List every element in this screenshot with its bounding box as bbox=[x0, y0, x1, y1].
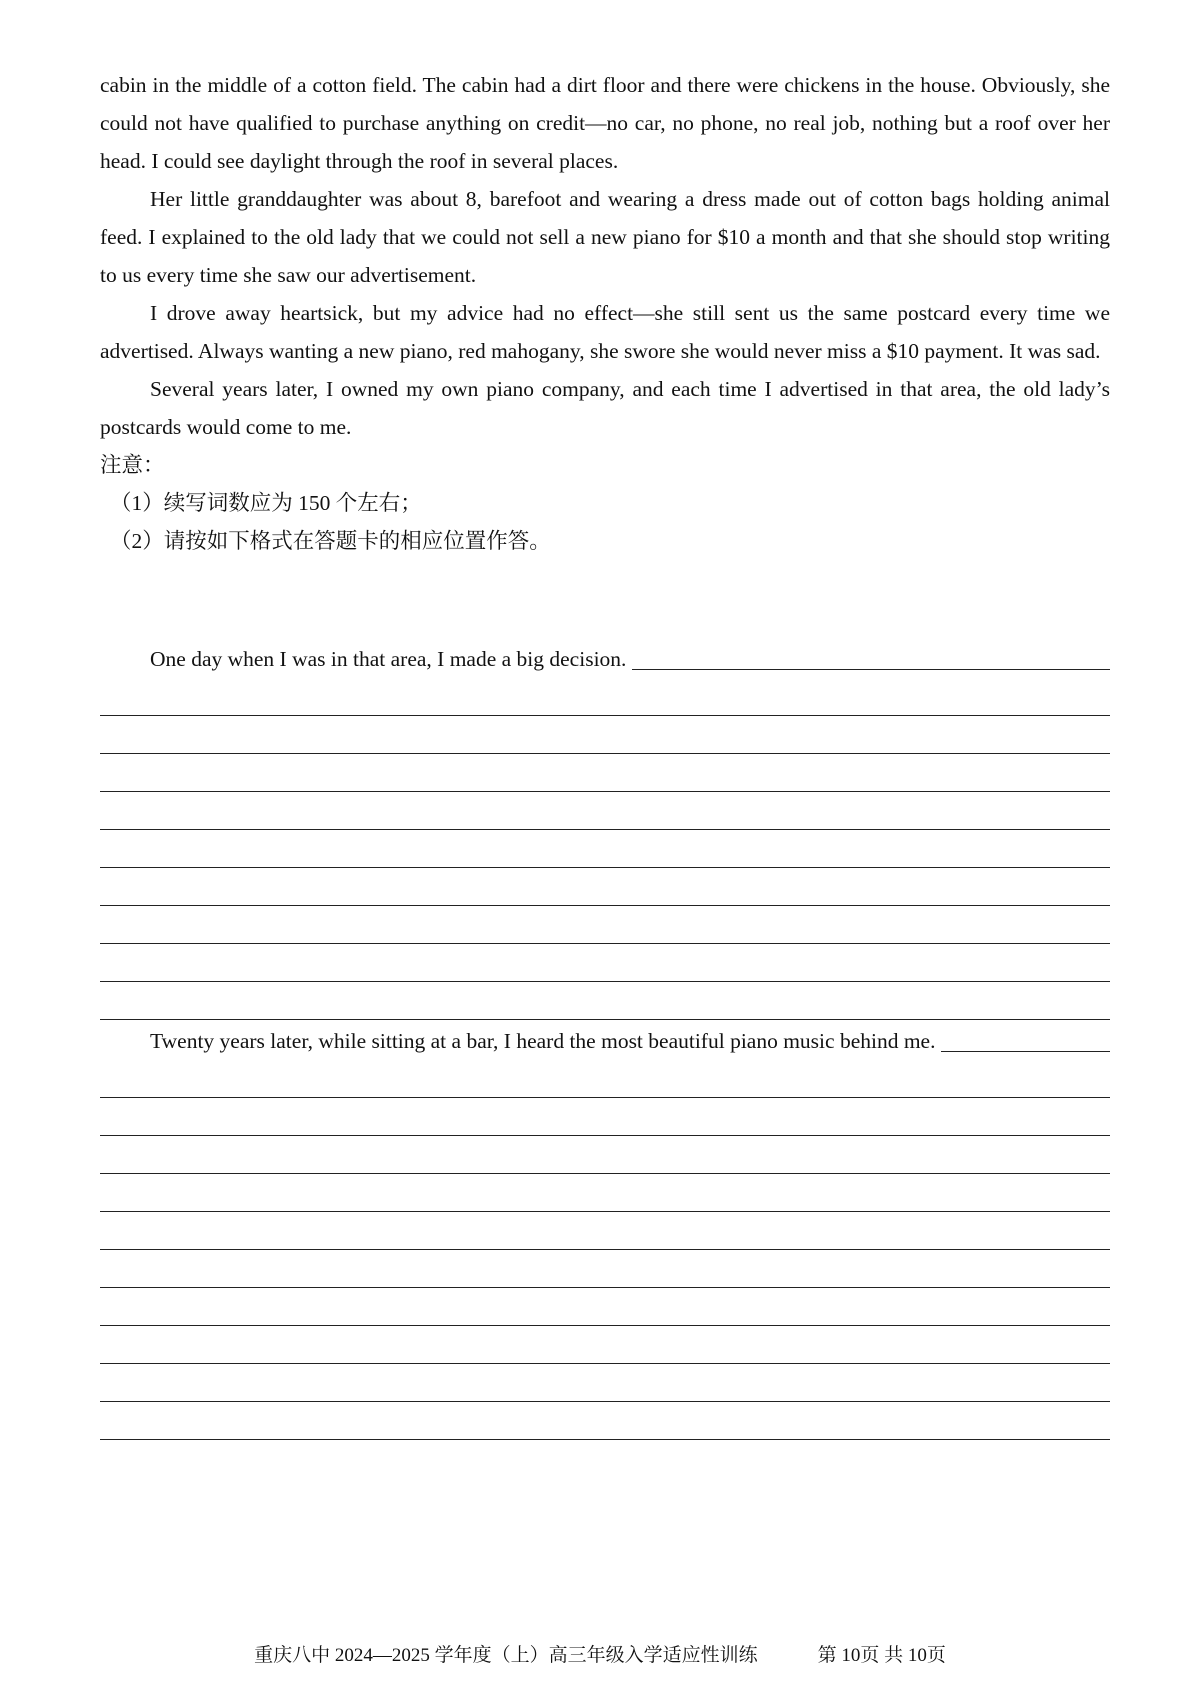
passage-paragraph-4: Several years later, I owned my own piano company, and each time I advertised in that area, the old lady’s postcards would come to me. bbox=[100, 377, 1110, 439]
note-item-1: （1）续写词数应为 150 个左右； bbox=[110, 491, 422, 515]
answer-line[interactable] bbox=[100, 1250, 1110, 1288]
writing-starter-1-text: One day when I was in that area, I made a big decision. bbox=[150, 647, 627, 671]
answer-line[interactable] bbox=[100, 1402, 1110, 1440]
writing-blank[interactable] bbox=[632, 668, 1110, 670]
note-item-2: （2）请按如下格式在答题卡的相应位置作答。 bbox=[110, 529, 551, 553]
answer-line[interactable] bbox=[100, 1174, 1110, 1212]
writing-section-1 bbox=[100, 640, 1110, 1020]
answer-line[interactable] bbox=[100, 678, 1110, 716]
answer-line[interactable] bbox=[100, 1364, 1110, 1402]
answer-line[interactable] bbox=[100, 868, 1110, 906]
writing-blank[interactable] bbox=[941, 1050, 1110, 1052]
footer-exam-title: 重庆八中 2024—2025 学年度（上）高三年级入学适应性训练 bbox=[254, 1645, 758, 1666]
notes-heading: 注意： bbox=[100, 453, 165, 477]
writing-section-2 bbox=[100, 1022, 1110, 1440]
passage-paragraph-1: cabin in the middle of a cotton field. The cabin had a dirt floor and there were chickens in the house. Obviously, she could not have qualified to purchase anything on credit—no car, no phone, no real job, nothing but a roof over her head. I could see daylight through the roof in several places. bbox=[100, 73, 1110, 173]
answer-line[interactable] bbox=[100, 944, 1110, 982]
passage-paragraph-3: I drove away heartsick, but my advice had no effect—she still sent us the same postcard every time we advertised. Always wanting a new piano, red mahogany, she swore she would never miss a $10 payment. It was sad. bbox=[100, 301, 1110, 363]
answer-line[interactable] bbox=[100, 1136, 1110, 1174]
answer-line[interactable] bbox=[100, 1060, 1110, 1098]
answer-line[interactable] bbox=[100, 982, 1110, 1020]
answer-line[interactable] bbox=[100, 1288, 1110, 1326]
answer-line[interactable] bbox=[100, 792, 1110, 830]
writing-starter-1 bbox=[100, 640, 1110, 678]
writing-starter-2-text: Twenty years later, while sitting at a bar, I heard the most beautiful piano music behind me. bbox=[150, 1029, 936, 1053]
writing-starter-2 bbox=[100, 1022, 1110, 1060]
answer-line[interactable] bbox=[100, 716, 1110, 754]
answer-line[interactable] bbox=[100, 1098, 1110, 1136]
answer-line[interactable] bbox=[100, 906, 1110, 944]
answer-line[interactable] bbox=[100, 754, 1110, 792]
answer-line[interactable] bbox=[100, 1326, 1110, 1364]
page-footer bbox=[0, 1640, 1200, 1667]
footer-page-number: 第 10页 共 10页 bbox=[817, 1645, 946, 1666]
answer-line[interactable] bbox=[100, 1212, 1110, 1250]
answer-lines-1 bbox=[100, 678, 1110, 1020]
answer-line[interactable] bbox=[100, 830, 1110, 868]
passage-body bbox=[100, 66, 1110, 560]
answer-lines-2 bbox=[100, 1060, 1110, 1440]
passage-paragraph-2: Her little granddaughter was about 8, barefoot and wearing a dress made out of cotton bags holding animal feed. I explained to the old lady that we could not sell a new piano for $10 a month and that she should stop writing to us every time she saw our advertisement. bbox=[100, 187, 1110, 287]
